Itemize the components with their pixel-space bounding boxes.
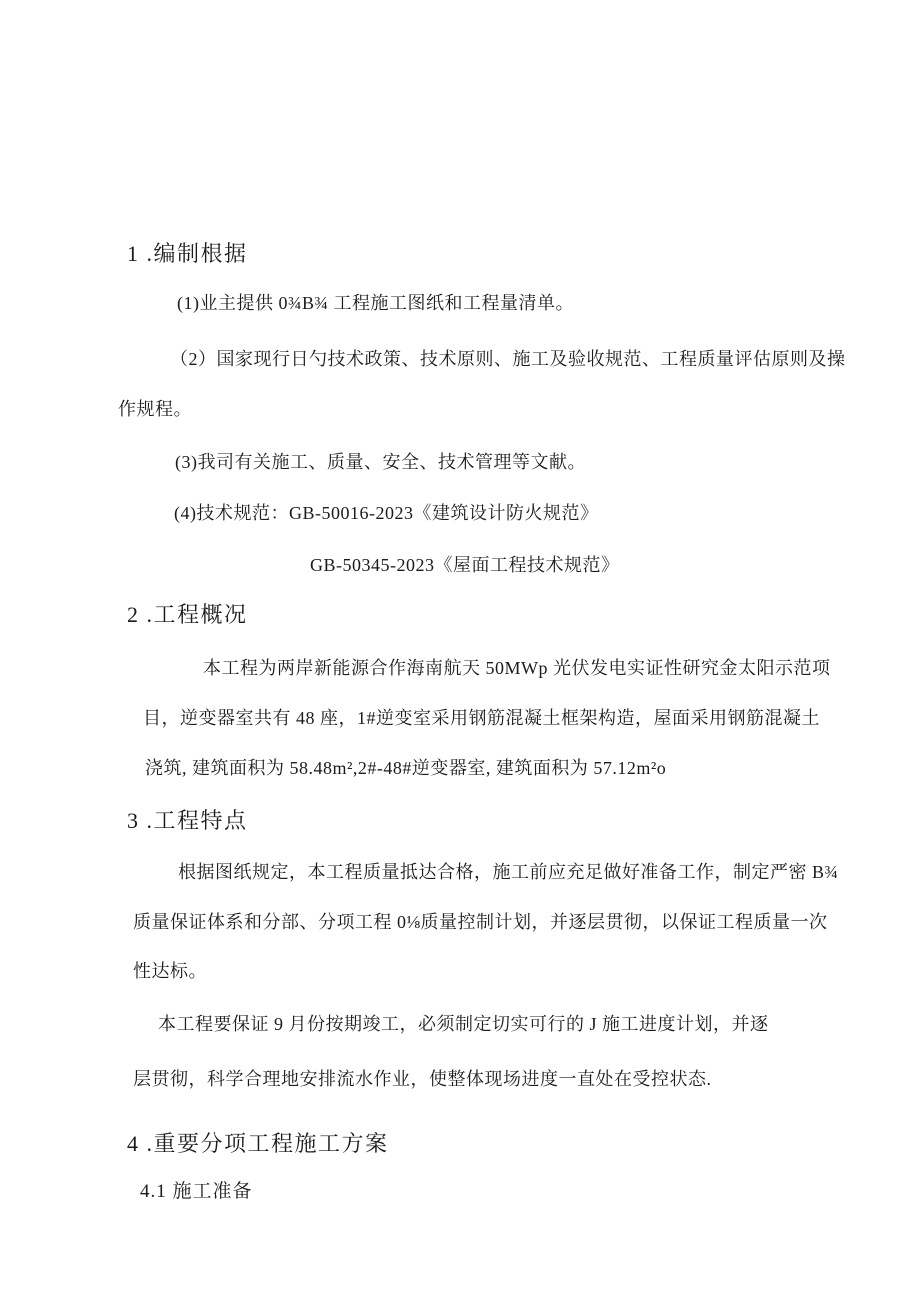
section-4-heading: 4 .重要分项工程施工方案 xyxy=(127,1131,389,1156)
section-1-list-item-4: (4)技术规范：GB-50016-2023《建筑设计防火规范》 xyxy=(174,503,599,523)
section-3-heading: 3 .工程特点 xyxy=(127,808,248,833)
section-1-list-item-3: (3)我司有关施工、质量、安全、技术管理等文献。 xyxy=(175,452,586,472)
section-1-list-item-2-line-1: （2）国家现行日勺技术政策、技术原则、施工及验收规范、工程质量评估原则及操 xyxy=(170,349,846,369)
section-3-paragraph-2-line-2: 层贯彻，科学合理地安排流水作业，使整体现场进度一直处在受控状态. xyxy=(133,1069,712,1089)
section-2-heading: 2 .工程概况 xyxy=(127,602,248,627)
section-1-heading: 1 .编制根据 xyxy=(127,241,248,266)
section-1-reference-gb-50345: GB-50345-2023《屋面工程技术规范》 xyxy=(310,555,620,575)
section-3-paragraph-1-line-1: 根据图纸规定，本工程质量抵达合格，施工前应充足做好准备工作，制定严密 B¾ xyxy=(178,862,839,882)
section-3-paragraph-1-line-3: 性达标。 xyxy=(133,961,207,981)
section-2-paragraph-line-2: 目，逆变器室共有 48 座，1#逆变室采用钢筋混凝土框架构造，屋面采用钢筋混凝土 xyxy=(143,708,820,728)
subsection-4-1-heading: 4.1 施工准备 xyxy=(140,1181,253,1202)
section-2-paragraph-line-3: 浇筑, 建筑面积为 58.48m²,2#-48#逆变器室, 建筑面积为 57.12m²o xyxy=(145,758,667,778)
section-1-list-item-2-line-2: 作规程。 xyxy=(118,399,192,419)
section-1-list-item-1: (1)业主提供 0¾B¾ 工程施工图纸和工程量清单。 xyxy=(177,293,574,313)
section-3-paragraph-1-line-2: 质量保证体系和分部、分项工程 0⅛质量控制计划，并逐层贯彻，以保证工程质量一次 xyxy=(133,912,828,932)
section-2-paragraph-line-1: 本工程为两岸新能源合作海南航天 50MWp 光伏发电实证性研究金太阳示范项 xyxy=(203,658,831,678)
section-3-paragraph-2-line-1: 本工程要保证 9 月份按期竣工，必须制定切实可行的 J 施工进度计划，并逐 xyxy=(158,1014,769,1034)
